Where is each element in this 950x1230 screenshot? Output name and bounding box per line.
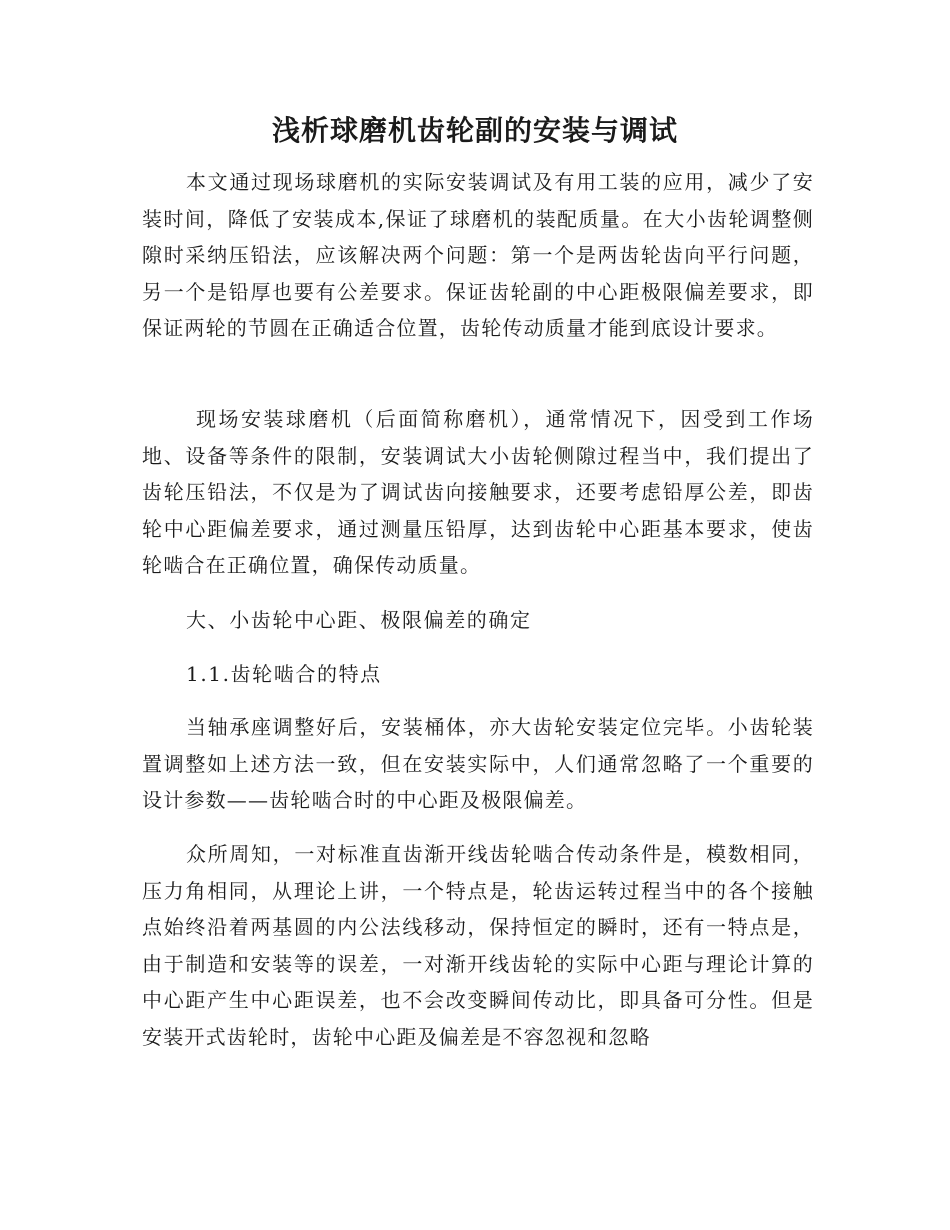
subsection-heading: 1.1.齿轮啮合的特点: [186, 662, 382, 686]
paragraph-intro: 现场安装球磨机（后面简称磨机），通常情况下，因受到工作场地、设备等条件的限制，安装调试大小齿轮侧隙过程当中，我们提出了齿轮压铅法，不仅是为了调试齿向接触要求，还要考虑铅厚公差，即齿轮中心距偏差要求，通过测量压铅厚，达到齿轮中心距基本要求，使齿轮啮合在正确位置，确保传动质量。: [142, 407, 814, 578]
paragraph-gear-install: 当轴承座调整好后，安装桶体，亦大齿轮安装定位完毕。小齿轮装置调整如上述方法一致，但在安装实际中，人们通常忽略了一个重要的设计参数——齿轮啮合时的中心距及极限偏差。: [142, 715, 814, 813]
section-heading: 大、小齿轮中心距、极限偏差的确定: [186, 608, 532, 632]
paragraph-gear-theory: 众所周知，一对标准直齿渐开线齿轮啮合传动条件是，模数相同，压力角相同，从理论上讲，一个特点是，轮齿运转过程当中的各个接触点始终沿着两基圆的内公法线移动，保持恒定的瞬时，还有一特点是，由于制造和安装等的误差，一对渐开线齿轮的实际中心距与理论计算的中心距产生中心距误差，也不会改变瞬间传动比，即具备可分性。但是安装开式齿轮时，齿轮中心距及偏差是不容忽视和忽略: [142, 842, 814, 1049]
paragraph-abstract: 本文通过现场球磨机的实际安装调试及有用工装的应用，减少了安装时间，降低了安装成本,保证了球磨机的装配质量。在大小齿轮调整侧隙时采纳压铅法，应该解决两个问题：第一个是两齿轮齿向平行问题，另一个是铅厚也要有公差要求。保证齿轮副的中心距极限偏差要求，即保证两轮的节圆在正确适合位置，齿轮传动质量才能到底设计要求。: [142, 170, 814, 341]
document-title: 浅析球磨机齿轮副的安装与调试: [271, 114, 678, 147]
